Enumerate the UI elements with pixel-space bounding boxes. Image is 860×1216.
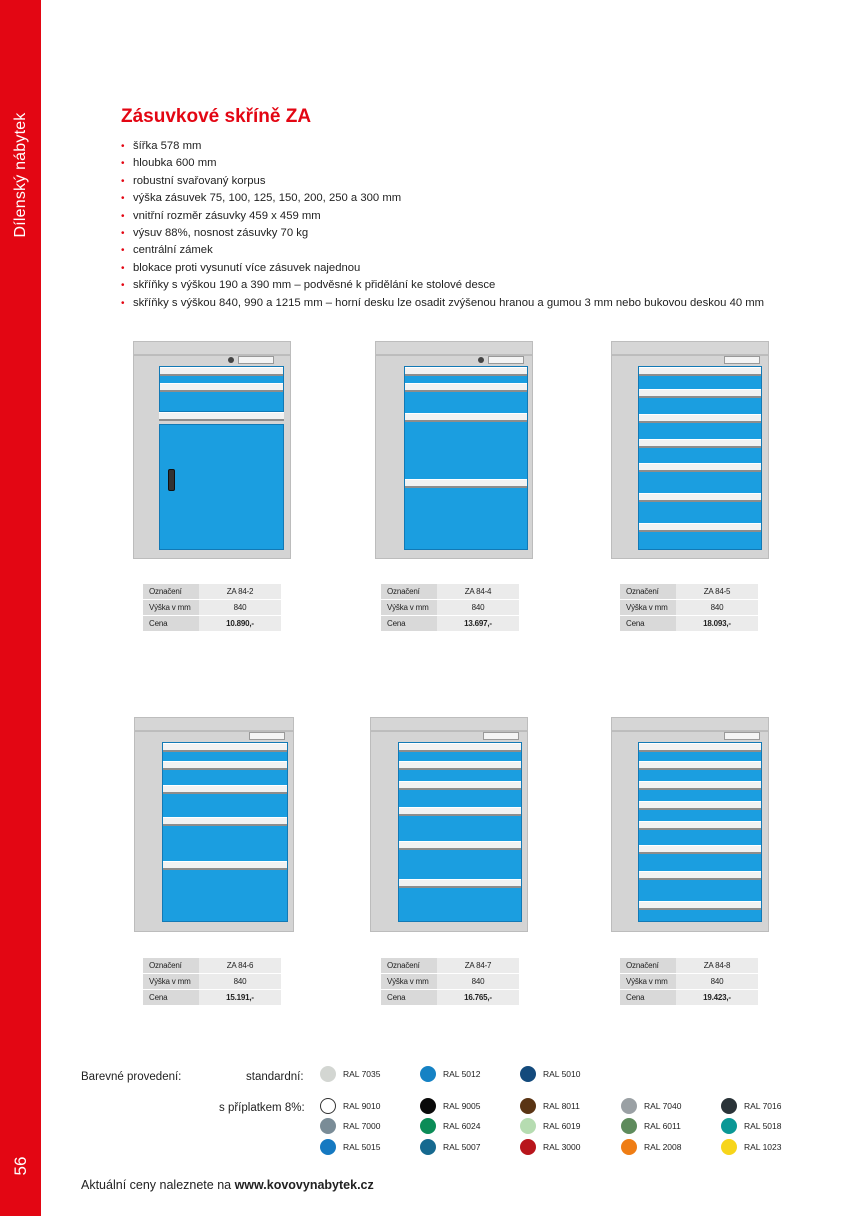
label-plate <box>249 732 285 740</box>
product-price: 19.423,- <box>676 989 758 1005</box>
feature-item: • výška zásuvek 75, 100, 125, 150, 200, 250 a 300 mm <box>121 190 764 207</box>
color-swatch-label: RAL 5012 <box>443 1069 481 1079</box>
footer-website-link[interactable]: www.kovovynabytek.cz <box>234 1178 374 1192</box>
drawer-stack <box>638 742 762 922</box>
product-code: ZA 84-7 <box>437 958 519 974</box>
drawer-stack <box>162 742 288 922</box>
cabinet-image-za-84-2 <box>133 341 291 559</box>
spec-label: Cena <box>620 989 676 1005</box>
spec-table-za-84-6 <box>143 958 281 1005</box>
drawer-handle <box>639 781 761 790</box>
product-height: 840 <box>676 600 758 616</box>
product-price: 16.765,- <box>437 989 519 1005</box>
color-swatch-label: RAL 5015 <box>343 1142 381 1152</box>
drawer-handle <box>163 743 287 752</box>
product-price: 18.093,- <box>676 615 758 631</box>
feature-list <box>121 138 764 312</box>
product-code: ZA 84-4 <box>437 584 519 600</box>
color-swatch-label: RAL 7016 <box>744 1101 782 1111</box>
drawer-handle <box>639 761 761 770</box>
page-number-text: 56 <box>11 1156 30 1176</box>
color-swatch-label: RAL 7035 <box>343 1069 381 1079</box>
color-swatch-label: RAL 9005 <box>443 1101 481 1111</box>
feature-item: • vnitřní rozměr zásuvky 459 x 459 mm <box>121 208 764 225</box>
color-swatch-label: RAL 2008 <box>644 1142 682 1152</box>
color-swatch <box>721 1098 737 1114</box>
color-swatch <box>721 1139 737 1155</box>
footer-note <box>81 1178 374 1192</box>
cabinet-body <box>611 355 769 559</box>
section-title-text: Dílenský nábytek <box>12 112 29 238</box>
product-price: 15.191,- <box>199 989 281 1005</box>
product-price: 10.890,- <box>199 615 281 631</box>
color-swatch-label: RAL 6019 <box>543 1121 581 1131</box>
color-swatch <box>320 1118 336 1134</box>
lock-icon <box>228 357 234 363</box>
drawer-handle <box>639 414 761 423</box>
cabinet-door <box>159 424 284 550</box>
color-swatch-label: RAL 5010 <box>543 1069 581 1079</box>
footer-text: Aktuální ceny naleznete na <box>81 1178 235 1192</box>
drawer-handle <box>639 389 761 398</box>
color-swatch <box>420 1139 436 1155</box>
product-height: 840 <box>437 600 519 616</box>
product-height: 840 <box>676 974 758 990</box>
drawer-handle <box>639 367 761 376</box>
spec-table-za-84-4 <box>381 584 519 631</box>
drawer-handle <box>399 841 521 850</box>
product-code: ZA 84-2 <box>199 584 281 600</box>
spec-label: Výška v mm <box>620 600 676 616</box>
drawer-stack <box>638 366 762 550</box>
surcharge-colors-label: s příplatkem 8%: <box>219 1102 305 1114</box>
drawer-handle <box>163 785 287 794</box>
color-swatch <box>320 1066 336 1082</box>
feature-item: • blokace proti vysunutí více zásuvek najednou <box>121 260 764 277</box>
product-height: 840 <box>437 974 519 990</box>
color-swatch-label: RAL 5007 <box>443 1142 481 1152</box>
color-swatch-label: RAL 5018 <box>744 1121 782 1131</box>
label-plate <box>483 732 519 740</box>
spec-label: Označení <box>143 584 199 600</box>
product-code: ZA 84-5 <box>676 584 758 600</box>
drawer-handle <box>639 845 761 854</box>
drawer-handle <box>163 761 287 770</box>
drawer-handle <box>163 817 287 826</box>
spec-label: Výška v mm <box>620 974 676 990</box>
spec-label: Výška v mm <box>381 974 437 990</box>
spec-label: Cena <box>381 989 437 1005</box>
color-swatch <box>520 1139 536 1155</box>
cabinet-body <box>375 355 533 559</box>
drawer-handle <box>405 413 527 422</box>
feature-item: • výsuv 88%, nosnost zásuvky 70 kg <box>121 225 764 242</box>
cabinet-top <box>133 341 291 355</box>
spec-table-za-84-7 <box>381 958 519 1005</box>
feature-item: • hloubka 600 mm <box>121 155 764 172</box>
color-swatch <box>621 1139 637 1155</box>
color-swatch <box>621 1098 637 1114</box>
page-number <box>8 1148 34 1184</box>
product-code: ZA 84-8 <box>676 958 758 974</box>
color-swatch <box>320 1139 336 1155</box>
spec-label: Označení <box>381 958 437 974</box>
feature-item: • skříňky s výškou 840, 990 a 1215 mm – horní desku lze osadit zvýšenou hranou a gumou 3 mm nebo bukovou deskou 40 mm <box>121 295 764 312</box>
feature-item: • šířka 578 mm <box>121 138 764 155</box>
drawer-handle <box>639 821 761 830</box>
cabinet-body <box>133 355 291 559</box>
drawer-handle <box>405 383 527 392</box>
drawer-handle <box>399 879 521 888</box>
product-height: 840 <box>199 600 281 616</box>
spec-label: Označení <box>143 958 199 974</box>
drawer-handle <box>159 412 284 421</box>
label-plate <box>724 732 760 740</box>
label-plate <box>724 356 760 364</box>
color-swatch-label: RAL 3000 <box>543 1142 581 1152</box>
lock-icon <box>478 357 484 363</box>
spec-table-za-84-5 <box>620 584 758 631</box>
cabinet-top <box>611 717 769 731</box>
standard-colors-label: standardní: <box>246 1071 304 1083</box>
spec-table-za-84-2 <box>143 584 281 631</box>
spec-label: Cena <box>381 615 437 631</box>
cabinet-image-za-84-4 <box>375 341 533 559</box>
cabinet-top <box>134 717 294 731</box>
drawer-handle <box>639 801 761 810</box>
drawer-handle <box>160 367 283 376</box>
spec-label: Výška v mm <box>143 974 199 990</box>
cabinet-image-za-84-8 <box>611 717 769 932</box>
label-plate <box>488 356 524 364</box>
spec-label: Označení <box>620 958 676 974</box>
spec-label: Výška v mm <box>381 600 437 616</box>
drawer-handle <box>399 761 521 770</box>
product-height: 840 <box>199 974 281 990</box>
color-swatch <box>320 1098 336 1114</box>
drawer-handle <box>405 479 527 488</box>
drawer-stack <box>398 742 522 922</box>
cabinet-image-za-84-7 <box>370 717 528 932</box>
spec-table-za-84-8 <box>620 958 758 1005</box>
drawer-handle <box>639 439 761 448</box>
color-swatch-label: RAL 6024 <box>443 1121 481 1131</box>
drawer-handle <box>639 901 761 910</box>
spec-label: Cena <box>620 615 676 631</box>
color-swatch <box>520 1098 536 1114</box>
drawer-handle <box>639 743 761 752</box>
color-swatch <box>721 1118 737 1134</box>
page-title: Zásuvkové skříně ZA <box>121 106 312 127</box>
cabinet-top <box>375 341 533 355</box>
color-swatch-label: RAL 8011 <box>543 1101 580 1111</box>
door-handle-icon <box>168 469 175 491</box>
color-swatch-label: RAL 7000 <box>343 1121 381 1131</box>
color-swatch-label: RAL 7040 <box>644 1101 682 1111</box>
color-swatch-label: RAL 1023 <box>744 1142 782 1152</box>
cabinet-body <box>370 731 528 932</box>
label-plate <box>238 356 274 364</box>
feature-item: • skříňky s výškou 190 a 390 mm – podvěsné k přidělání ke stolové desce <box>121 277 764 294</box>
colors-heading: Barevné provedení: <box>81 1071 182 1083</box>
cabinet-top <box>370 717 528 731</box>
drawer-handle <box>639 871 761 880</box>
color-swatch <box>520 1066 536 1082</box>
cabinet-top <box>611 341 769 355</box>
drawer-handle <box>160 383 283 392</box>
drawer-handle <box>639 523 761 532</box>
section-title <box>8 100 34 250</box>
drawer-handle <box>399 781 521 790</box>
cabinet-body <box>611 731 769 932</box>
cabinet-image-za-84-6 <box>134 717 294 932</box>
cabinet-image-za-84-5 <box>611 341 769 559</box>
drawer-handle <box>639 463 761 472</box>
drawer-handle <box>405 367 527 376</box>
color-swatch <box>420 1066 436 1082</box>
color-swatch-label: RAL 6011 <box>644 1121 681 1131</box>
spec-label: Označení <box>381 584 437 600</box>
drawer-handle <box>399 743 521 752</box>
spec-label: Cena <box>143 615 199 631</box>
spec-label: Označení <box>620 584 676 600</box>
product-price: 13.697,- <box>437 615 519 631</box>
cabinet-body <box>134 731 294 932</box>
color-swatch <box>621 1118 637 1134</box>
product-code: ZA 84-6 <box>199 958 281 974</box>
feature-item: • centrální zámek <box>121 242 764 259</box>
spec-label: Výška v mm <box>143 600 199 616</box>
drawer-handle <box>399 807 521 816</box>
drawer-stack <box>159 366 284 412</box>
spec-label: Cena <box>143 989 199 1005</box>
color-swatch <box>420 1118 436 1134</box>
color-swatch <box>520 1118 536 1134</box>
color-swatch <box>420 1098 436 1114</box>
drawer-handle <box>639 493 761 502</box>
drawer-stack <box>404 366 528 550</box>
drawer-handle <box>163 861 287 870</box>
feature-item: • robustní svařovaný korpus <box>121 173 764 190</box>
color-swatch-label: RAL 9010 <box>343 1101 381 1111</box>
